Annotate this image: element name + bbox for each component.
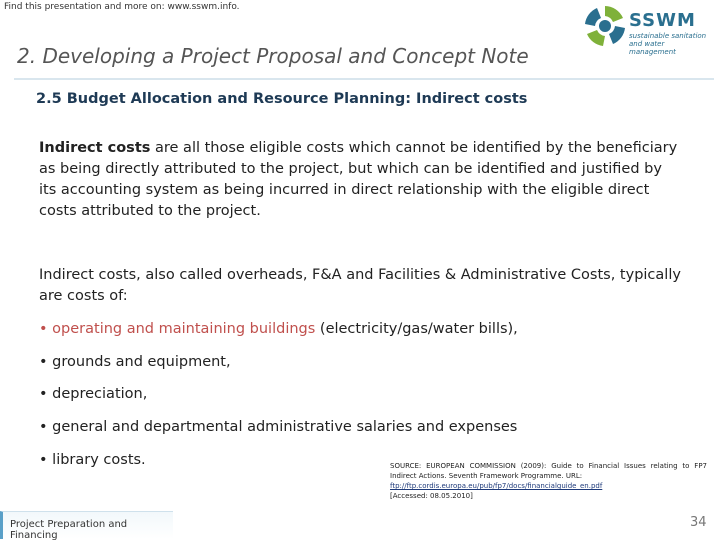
footer-label: Project Preparation and Financing [10,519,128,541]
slide-subtitle: 2.5 Budget Allocation and Resource Planning: Indirect costs [36,91,528,107]
logo-tagline: sustainable sanitation and water management [629,32,707,56]
bullet-item: • general and departmental administrative salaries and expenses [39,419,518,435]
source-citation [390,461,707,501]
sswm-logo-icon [583,4,627,48]
slide-title: 2. Developing a Project Proposal and Concept Note [17,44,529,68]
bullet-text: (electricity/gas/water bills), [315,321,518,337]
overheads-paragraph: Indirect costs, also called overheads, F&A and Facilities & Administrative Costs, typically are costs of: [39,267,681,304]
definition-paragraph [39,138,679,222]
footer [0,511,720,540]
bullet-item: • library costs. [39,452,146,468]
top-note: Find this presentation and more on: www.sswm.info. [4,2,240,12]
bullet-item [39,321,518,337]
source-text: SOURCE: EUROPEAN COMMISSION (2009): Guide to Financial Issues relating to FP7 Indirect Actions. Seventh Framework Programme. URL: [390,462,707,480]
source-link[interactable]: ftp://ftp.cordis.europa.eu/pub/fp7/docs/financialguide_en.pdf [390,482,603,490]
definition-term: Indirect costs [39,140,151,156]
footer-bar [0,511,173,539]
page-number: 34 [690,515,707,530]
sswm-logo[interactable] [583,4,713,54]
logo-name: SSWM [629,10,696,31]
source-accessed: [Accessed: 08.05.2010] [390,492,473,500]
bullet-item: • grounds and equipment, [39,354,231,370]
definition-text: are all those eligible costs which cannot be identified by the beneficiary as being directly attributed to the project, but which can be identified and justified by its accounting system as being incurred in direct relationship with the eligible direct costs attributed to the project. [39,140,678,219]
bullet-item: • depreciation, [39,386,148,402]
title-divider [14,78,714,80]
bullet-highlight: • operating and maintaining buildings [39,321,316,337]
